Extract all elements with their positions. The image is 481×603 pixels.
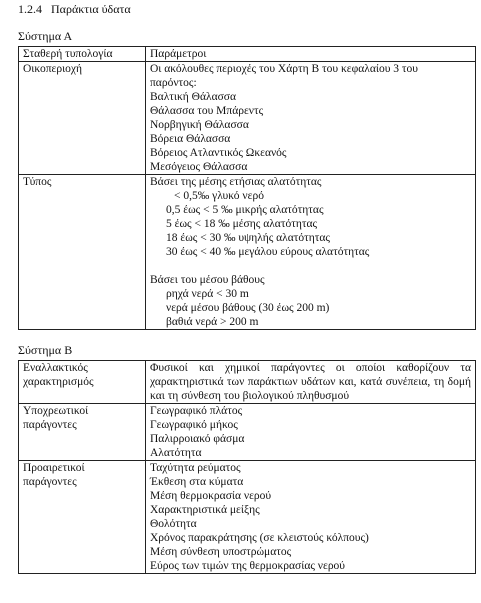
ecoregion-line: Οι ακόλουθες περιοχές του Χάρτη Β του κεφαλαίου 3 του [150,63,418,75]
ecoregion-line: Βαλτική Θάλασσα [150,91,237,103]
factor-item: Αλατότητα [150,447,202,459]
row-label-ecoregion: Οικοπεριοχή [19,62,146,175]
factor-item: Έκθεση στα κύματα [150,476,244,488]
system-b-table [18,360,476,574]
row-label-line: Υποχρεωτικοί [23,405,89,417]
factor-item: Χρόνος παρακράτησης (σε κλειστούς κόλπους) [150,532,369,544]
system-b-label: Σύστημα Β [18,343,73,357]
factor-item: Ταχύτητα ρεύματος [150,462,241,474]
factor-item: Παλιρροιακό φάσμα [150,433,245,445]
row-label-line: Προαιρετικοί [23,462,85,474]
salinity-title: Βάσει της μέσης ετήσιας αλατότητας [150,176,322,188]
table-row-type [19,175,476,330]
factor-item: Γεωγραφικό πλάτος [150,405,243,417]
depth-class: ρηχά νερά < 30 m [166,288,249,300]
factor-item: Θολότητα [150,518,197,530]
salinity-class: < 0,5‰ γλυκό νερό [174,190,264,202]
table-row-alternative [19,361,476,404]
type-values [146,175,476,330]
factor-item: Εύρος των τιμών της θερμοκρασίας νερού [150,560,346,572]
alternative-description: Φυσικοί και χημικοί παράγοντες οι οποίοι καθορίζουν τα χαρακτηριστικά των παράκτιων υδάτων και, κατά συνέπεια, τη δομή και τη σύνθεση του βιολογικού πληθυσμού [146,361,476,404]
system-a-table [18,46,476,330]
factor-item: Χαρακτηριστικά μείξης [150,504,260,516]
ecoregion-line: Μεσόγειος Θάλασσα [150,161,248,173]
row-label-line: Εναλλακτικός [23,362,88,374]
salinity-class: 30 έως < 40 ‰ μεγάλου εύρους αλατότητας [166,246,370,258]
factor-item: Γεωγραφικό μήκος [150,419,238,431]
section-title: Παράκτια ύδατα [51,2,131,16]
table-row-optional [19,461,476,574]
factor-item: Μέση θερμοκρασία νερού [150,490,272,502]
ecoregion-line: Θάλασσα του Μπάρεντς [150,105,264,117]
row-label-type: Τύπος [19,175,146,330]
ecoregion-line: Βόρεια Θάλασσα [150,133,231,145]
ecoregion-line: Νορβηγική Θάλασσα [150,119,249,131]
table-header-row [19,47,476,62]
system-a-label: Σύστημα Α [18,29,73,43]
salinity-class: 0,5 έως < 5 ‰ μικρής αλατότητας [166,204,324,216]
header-cell-typology: Σταθερή τυπολογία [19,47,146,62]
header-cell-parameters: Παράμετροι [146,47,476,62]
row-label-alternative [19,361,146,404]
depth-title: Βάσει του μέσου βάθους [150,274,265,286]
row-label-optional [19,461,146,574]
factor-item: Μέση σύνθεση υποστρώματος [150,546,292,558]
row-label-line: παράγοντες [23,419,77,431]
table-row-obligatory [19,404,476,461]
row-label-line: χαρακτηρισμός [23,376,94,388]
row-label-line: παράγοντες [23,476,77,488]
ecoregion-values [146,62,476,175]
depth-class: βαθιά νερά > 200 m [166,316,259,328]
row-label-obligatory [19,404,146,461]
section-number: 1.2.4 [18,2,42,16]
ecoregion-line: Βόρειος Ατλαντικός Ωκεανός [150,147,287,159]
depth-class: νερά μέσου βάθους (30 έως 200 m) [166,302,330,314]
salinity-class: 18 έως < 30 ‰ υψηλής αλατότητας [166,232,330,244]
table-row-ecoregion [19,62,476,175]
salinity-class: 5 έως < 18 ‰ μέσης αλατότητας [166,218,318,230]
optional-factors [146,461,476,574]
ecoregion-line: παρόντος: [150,77,197,89]
obligatory-factors [146,404,476,461]
section-heading [18,2,131,16]
